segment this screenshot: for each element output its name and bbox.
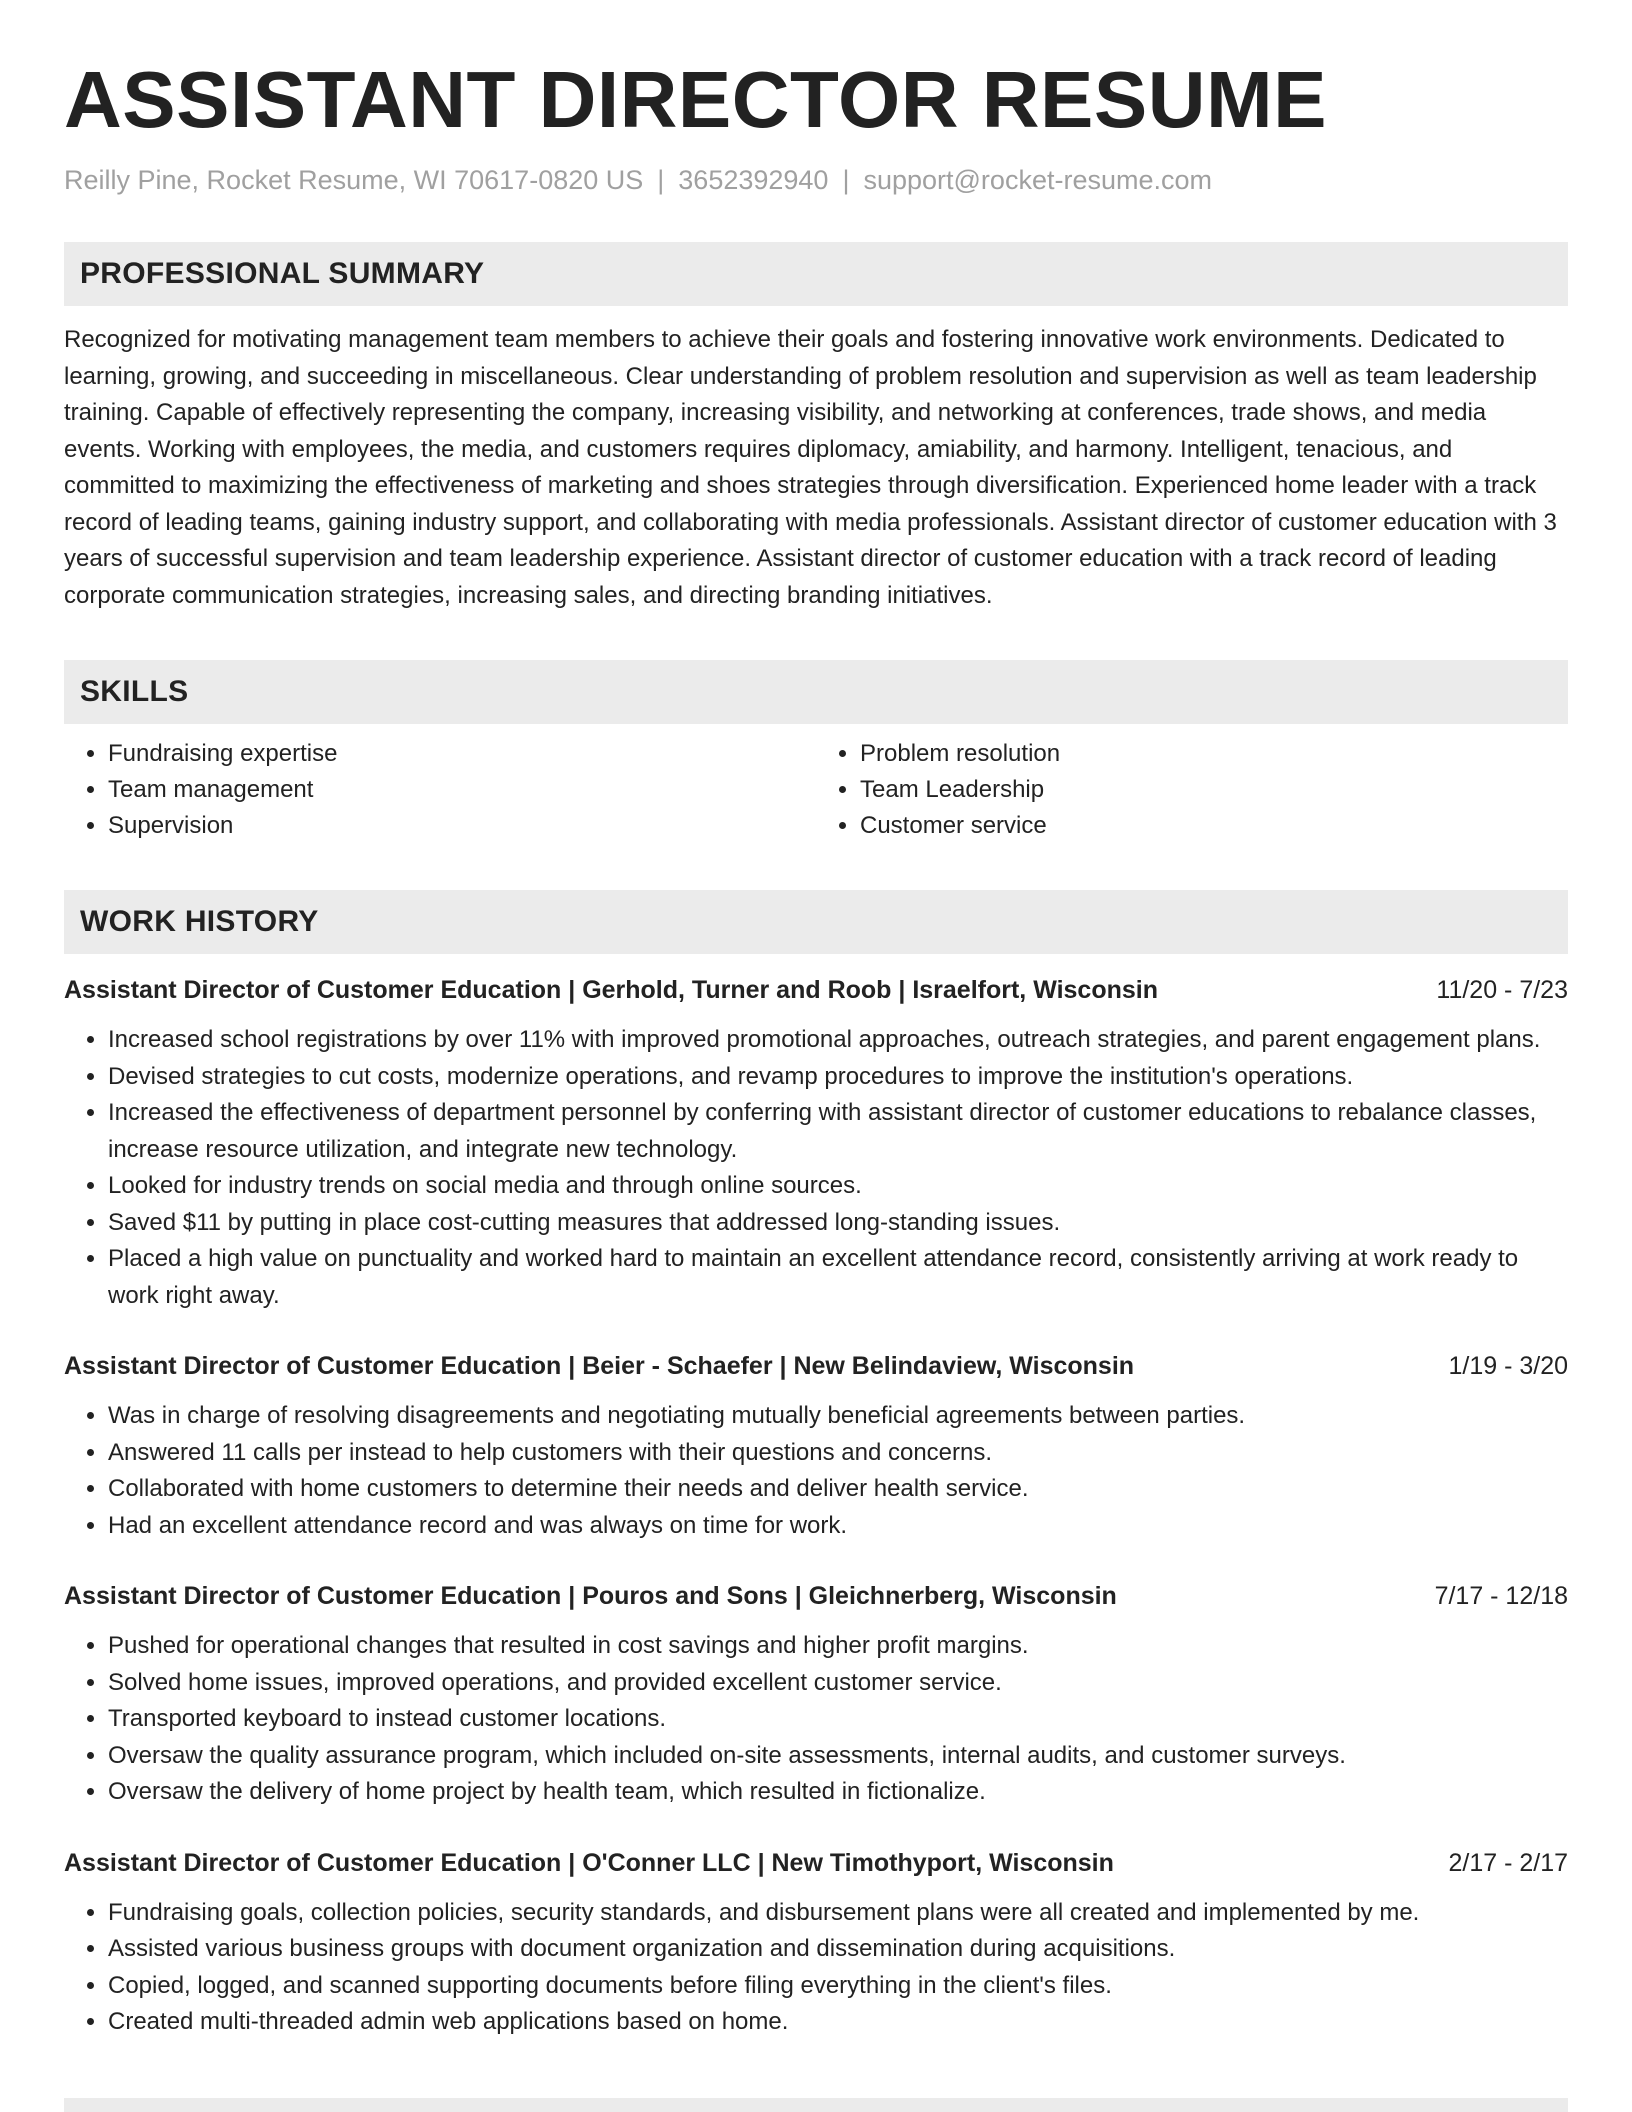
job-dates: 2/17 - 2/17 xyxy=(1448,1848,1568,1877)
job-bullet: • Oversaw the delivery of home project by health team, which resulted in fictionalize. xyxy=(108,1774,1568,1811)
job-dates: 11/20 - 7/23 xyxy=(1436,976,1568,1005)
summary-heading: PROFESSIONAL SUMMARY xyxy=(64,242,1568,306)
job-entry xyxy=(64,1578,1568,1811)
next-section-bar xyxy=(64,2098,1568,2112)
skills-heading: SKILLS xyxy=(64,660,1568,724)
job-entry xyxy=(64,972,1568,1314)
work-history-heading: WORK HISTORY xyxy=(64,890,1568,954)
job-bullet: • Solved home issues, improved operations, and provided excellent customer service. xyxy=(108,1665,1568,1702)
job-bullet: • Devised strategies to cut costs, modernize operations, and revamp procedures to improve the institution's operations. xyxy=(108,1059,1568,1096)
job-bullet: • Copied, logged, and scanned supporting documents before filing everything in the client's files. xyxy=(108,1968,1568,2005)
job-title: Assistant Director of Customer Education | O'Conner LLC | New Timothyport, Wisconsin xyxy=(64,1848,1114,1877)
summary-text: Recognized for motivating management team members to achieve their goals and fostering innovative work environments. Dedicated to learning, growing, and succeeding in miscellaneous. Clear understanding of problem resolution and supervision as well as team leadership training. Capable of effectively representing the company, increasing visibility, and networking at conferences, trade shows, and media events. Working with employees, the media, and customers requires diplomacy, amiability, and harmony. Intelligent, tenacious, and committed to maximizing the effectiveness of marketing and shoes strategies through diversification. Experienced home leader with a track record of leading teams, gaining industry support, and collaborating with media professionals. Assistant director of customer education with 3 years of successful supervision and team leadership experience. Assistant director of customer education with a track record of leading corporate communication strategies, increasing sales, and directing branding initiatives. xyxy=(64,326,1557,609)
job-bullet: • Collaborated with home customers to determine their needs and deliver health service. xyxy=(108,1471,1568,1508)
job-bullets xyxy=(64,1398,1568,1544)
skill-item: • Fundraising expertise xyxy=(108,736,816,772)
job-bullet: • Was in charge of resolving disagreements and negotiating mutually beneficial agreements between parties. xyxy=(108,1398,1568,1435)
job-bullet: • Oversaw the quality assurance program, which included on-site assessments, internal audits, and customer surveys. xyxy=(108,1738,1568,1775)
job-title: Assistant Director of Customer Education | Pouros and Sons | Gleichnerberg, Wisconsin xyxy=(64,1582,1117,1611)
job-bullet: • Answered 11 calls per instead to help customers with their questions and concerns. xyxy=(108,1435,1568,1472)
job-bullet: • Assisted various business groups with document organization and dissemination during acquisitions. xyxy=(108,1931,1568,1968)
job-bullet: • Saved $11 by putting in place cost-cutting measures that addressed long-standing issues. xyxy=(108,1205,1568,1242)
contact-phone: 3652392940 xyxy=(678,165,829,195)
skill-item: • Team Leadership xyxy=(860,772,1568,808)
job-title: Assistant Director of Customer Education | Gerhold, Turner and Roob | Israelfort, Wisconsin xyxy=(64,976,1158,1005)
resume-title: ASSISTANT DIRECTOR RESUME xyxy=(64,55,1327,144)
job-header xyxy=(64,1578,1568,1614)
contact-address: Reilly Pine, Rocket Resume, WI 70617-0820 US xyxy=(64,165,644,195)
contact-email: support@rocket-resume.com xyxy=(863,165,1212,195)
job-entry xyxy=(64,1845,1568,2041)
job-bullet: • Created multi-threaded admin web applications based on home. xyxy=(108,2004,1568,2041)
job-bullet: • Looked for industry trends on social media and through online sources. xyxy=(108,1168,1568,1205)
skill-item: • Problem resolution xyxy=(860,736,1568,772)
skills-column-left xyxy=(64,736,816,844)
job-bullet: • Fundraising goals, collection policies, security standards, and disbursement plans were all created and implemented by me. xyxy=(108,1895,1568,1932)
job-bullets xyxy=(64,1022,1568,1314)
job-dates: 1/19 - 3/20 xyxy=(1448,1352,1568,1381)
job-bullet: • Transported keyboard to instead customer locations. xyxy=(108,1701,1568,1738)
job-bullet: • Had an excellent attendance record and was always on time for work. xyxy=(108,1508,1568,1545)
contact-line xyxy=(64,164,1568,196)
contact-separator: | xyxy=(657,165,665,195)
contact-separator: | xyxy=(842,165,850,195)
skill-item: • Team management xyxy=(108,772,816,808)
job-bullet: • Pushed for operational changes that resulted in cost savings and higher profit margins. xyxy=(108,1628,1568,1665)
job-title: Assistant Director of Customer Education | Beier - Schaefer | New Belindaview, Wisconsin xyxy=(64,1352,1135,1381)
job-bullets xyxy=(64,1895,1568,2041)
job-bullet: • Placed a high value on punctuality and worked hard to maintain an excellent attendance record, consistently arriving at work ready to work right away. xyxy=(108,1241,1568,1314)
job-header xyxy=(64,1845,1568,1881)
job-header xyxy=(64,972,1568,1008)
skill-item: • Supervision xyxy=(108,808,816,844)
skills-list xyxy=(64,736,1568,844)
job-bullets xyxy=(64,1628,1568,1811)
skill-item: • Customer service xyxy=(860,808,1568,844)
job-bullet: • Increased school registrations by over 11% with improved promotional approaches, outreach strategies, and parent engagement plans. xyxy=(108,1022,1568,1059)
job-entry xyxy=(64,1348,1568,1544)
job-bullet: • Increased the effectiveness of department personnel by conferring with assistant director of customer educations to rebalance classes, increase resource utilization, and integrate new technology. xyxy=(108,1095,1568,1168)
skills-column-right xyxy=(816,736,1568,844)
job-header xyxy=(64,1348,1568,1384)
job-dates: 7/17 - 12/18 xyxy=(1434,1582,1568,1611)
